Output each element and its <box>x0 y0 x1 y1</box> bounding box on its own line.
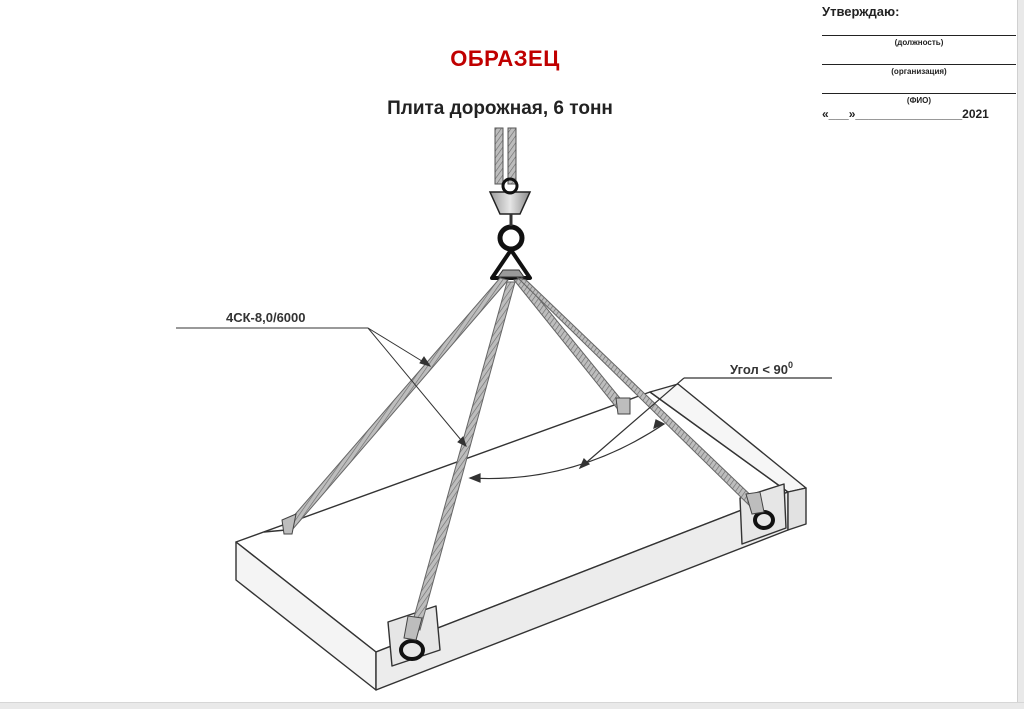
approval-heading: Утверждаю: <box>822 4 900 19</box>
hook-assembly <box>490 179 530 278</box>
sling-label-leader <box>176 328 466 446</box>
name-caption: (ФИО) <box>906 96 932 105</box>
crane-rope <box>495 128 516 184</box>
organization-caption: (организация) <box>891 67 947 76</box>
master-link-icon <box>500 227 522 249</box>
sling-label: 4СК-8,0/6000 <box>226 310 306 325</box>
angle-label: Угол < $90^0$ <box>730 360 794 377</box>
sling-leg-back <box>514 278 628 412</box>
road-slab <box>236 384 806 690</box>
rope-socket <box>490 192 530 214</box>
position-caption: (должность) <box>894 38 944 47</box>
diagram-title: Плита дорожная, 6 тонн <box>387 98 613 119</box>
approval-date-line: «___»________________2021 <box>822 107 989 121</box>
sample-label: ОБРАЗЕЦ <box>450 46 560 71</box>
slab-right-rim <box>788 488 806 530</box>
